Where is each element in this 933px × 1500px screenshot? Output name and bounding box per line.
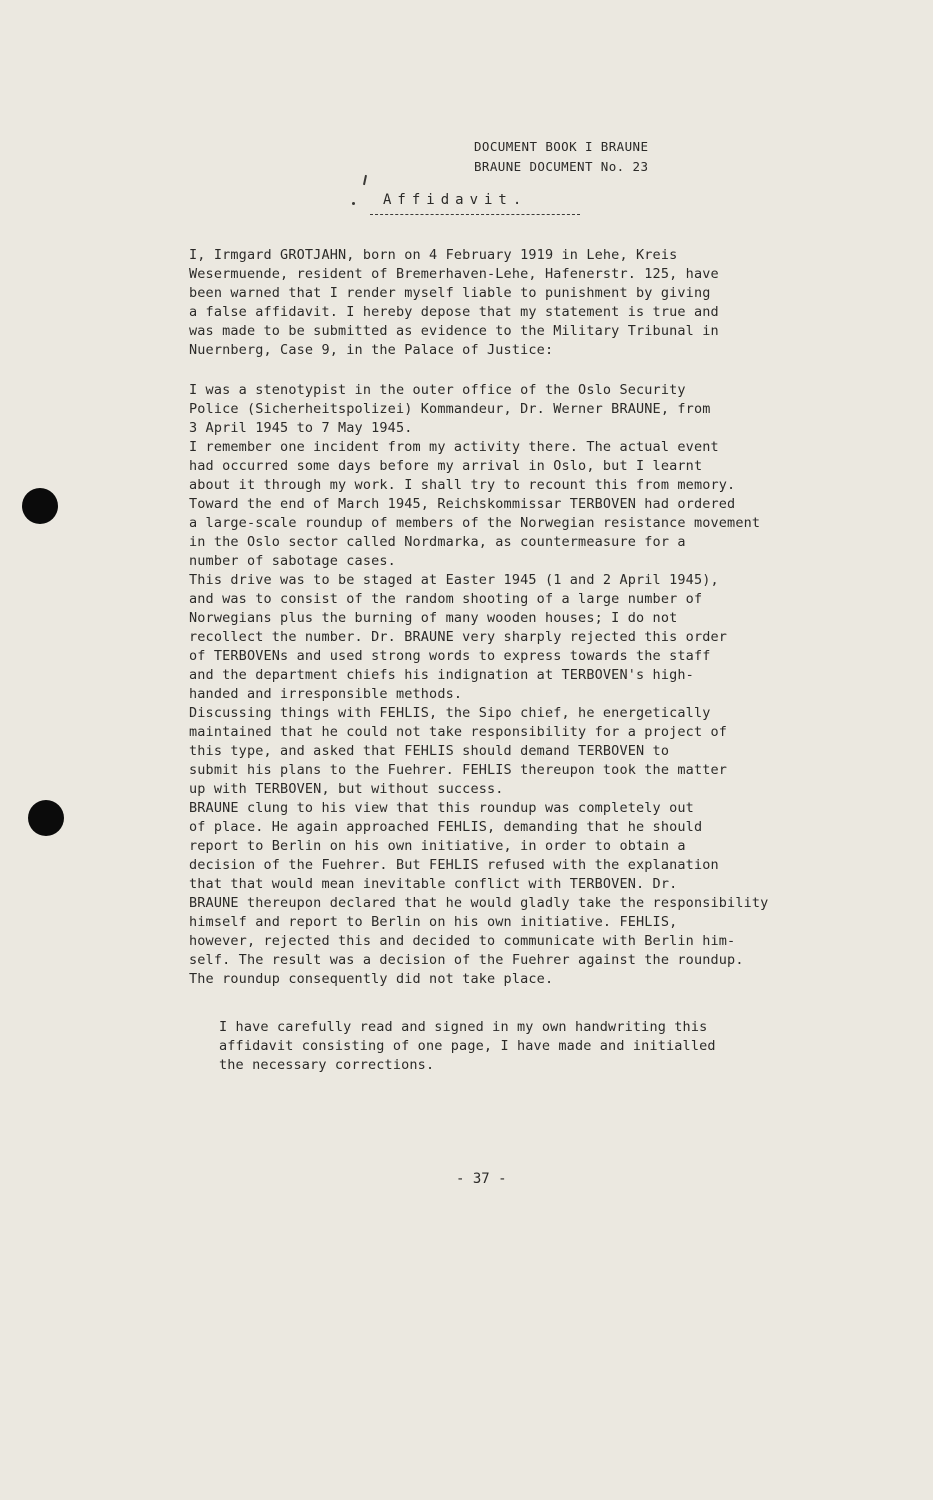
text-line: report to Berlin on his own initiative, in order to obtain a: [189, 838, 686, 854]
text-line: recollect the number. Dr. BRAUNE very sharply rejected this order: [189, 629, 728, 645]
text-line: and the department chiefs his indignation at TERBOVEN's high-: [189, 667, 694, 683]
text-line: of TERBOVENs and used strong words to express towards the staff: [189, 648, 711, 664]
text-line: been warned that I render myself liable to punishment by giving: [189, 285, 711, 301]
pencil-tick-mark: [363, 175, 367, 185]
text-line: Norwegians plus the burning of many wooden houses; I do not: [189, 610, 678, 626]
text-line: I remember one incident from my activity there. The actual event: [189, 439, 719, 455]
text-line: I, Irmgard GROTJAHN, born on 4 February 1919 in Lehe, Kreis: [189, 247, 678, 263]
text-line: a false affidavit. I hereby depose that my statement is true and: [189, 304, 719, 320]
text-line: affidavit consisting of one page, I have made and initialled: [219, 1038, 716, 1054]
punch-hole: [28, 800, 64, 836]
text-line: up with TERBOVEN, but without success.: [189, 781, 504, 797]
text-line: Toward the end of March 1945, Reichskommissar TERBOVEN had ordered: [189, 496, 736, 512]
header-line-document: BRAUNE DOCUMENT No. 23: [474, 159, 649, 174]
text-line: decision of the Fuehrer. But FEHLIS refused with the explanation: [189, 857, 719, 873]
text-line: had occurred some days before my arrival in Oslo, but I learnt: [189, 458, 703, 474]
text-line: Wesermuende, resident of Bremerhaven-Lehe, Hafenerstr. 125, have: [189, 266, 719, 282]
text-line: number of sabotage cases.: [189, 553, 396, 569]
document-header: [474, 137, 648, 177]
text-line: that that would mean inevitable conflict with TERBOVEN. Dr.: [189, 876, 678, 892]
text-line: This drive was to be staged at Easter 1945 (1 and 2 April 1945),: [189, 572, 719, 588]
text-line: a large-scale roundup of members of the Norwegian resistance movement: [189, 515, 761, 531]
text-line: Nuernberg, Case 9, in the Palace of Justice:: [189, 342, 554, 358]
text-line: 3 April 1945 to 7 May 1945.: [189, 420, 413, 436]
text-line: The roundup consequently did not take place.: [189, 971, 554, 987]
header-line-book: DOCUMENT BOOK I BRAUNE: [474, 139, 649, 154]
text-line: this type, and asked that FEHLIS should demand TERBOVEN to: [189, 743, 670, 759]
text-line: I was a stenotypist in the outer office of the Oslo Security: [189, 382, 686, 398]
text-line: however, rejected this and decided to communicate with Berlin him-: [189, 933, 736, 949]
text-line: about it through my work. I shall try to recount this from memory.: [189, 477, 736, 493]
text-line: BRAUNE thereupon declared that he would gladly take the responsibility: [189, 895, 769, 911]
text-line: maintained that he could not take responsibility for a project of: [189, 724, 728, 740]
text-line: self. The result was a decision of the Fuehrer against the roundup.: [189, 952, 744, 968]
punch-hole: [22, 488, 58, 524]
text-line: the necessary corrections.: [219, 1057, 435, 1073]
closing-paragraph: [219, 1018, 716, 1075]
title-underline: [370, 214, 580, 215]
text-line: BRAUNE clung to his view that this roundup was completely out: [189, 800, 694, 816]
text-line: and was to consist of the random shooting of a large number of: [189, 591, 703, 607]
text-line: I have carefully read and signed in my own handwriting this: [219, 1019, 708, 1035]
text-line: in the Oslo sector called Nordmarka, as countermeasure for a: [189, 534, 686, 550]
text-line: handed and irresponsible methods.: [189, 686, 463, 702]
text-line: himself and report to Berlin on his own initiative. FEHLIS,: [189, 914, 678, 930]
affidavit-title: Affidavit.: [383, 192, 528, 208]
intro-paragraph: [189, 246, 719, 360]
statement-paragraph: [189, 381, 768, 989]
text-line: submit his plans to the Fuehrer. FEHLIS thereupon took the matter: [189, 762, 728, 778]
page-number: - 37 -: [456, 1171, 507, 1187]
ink-dot-mark: [352, 202, 355, 205]
text-line: Police (Sicherheitspolizei) Kommandeur, Dr. Werner BRAUNE, from: [189, 401, 711, 417]
text-line: was made to be submitted as evidence to the Military Tribunal in: [189, 323, 719, 339]
text-line: Discussing things with FEHLIS, the Sipo chief, he energetically: [189, 705, 711, 721]
text-line: of place. He again approached FEHLIS, demanding that he should: [189, 819, 703, 835]
